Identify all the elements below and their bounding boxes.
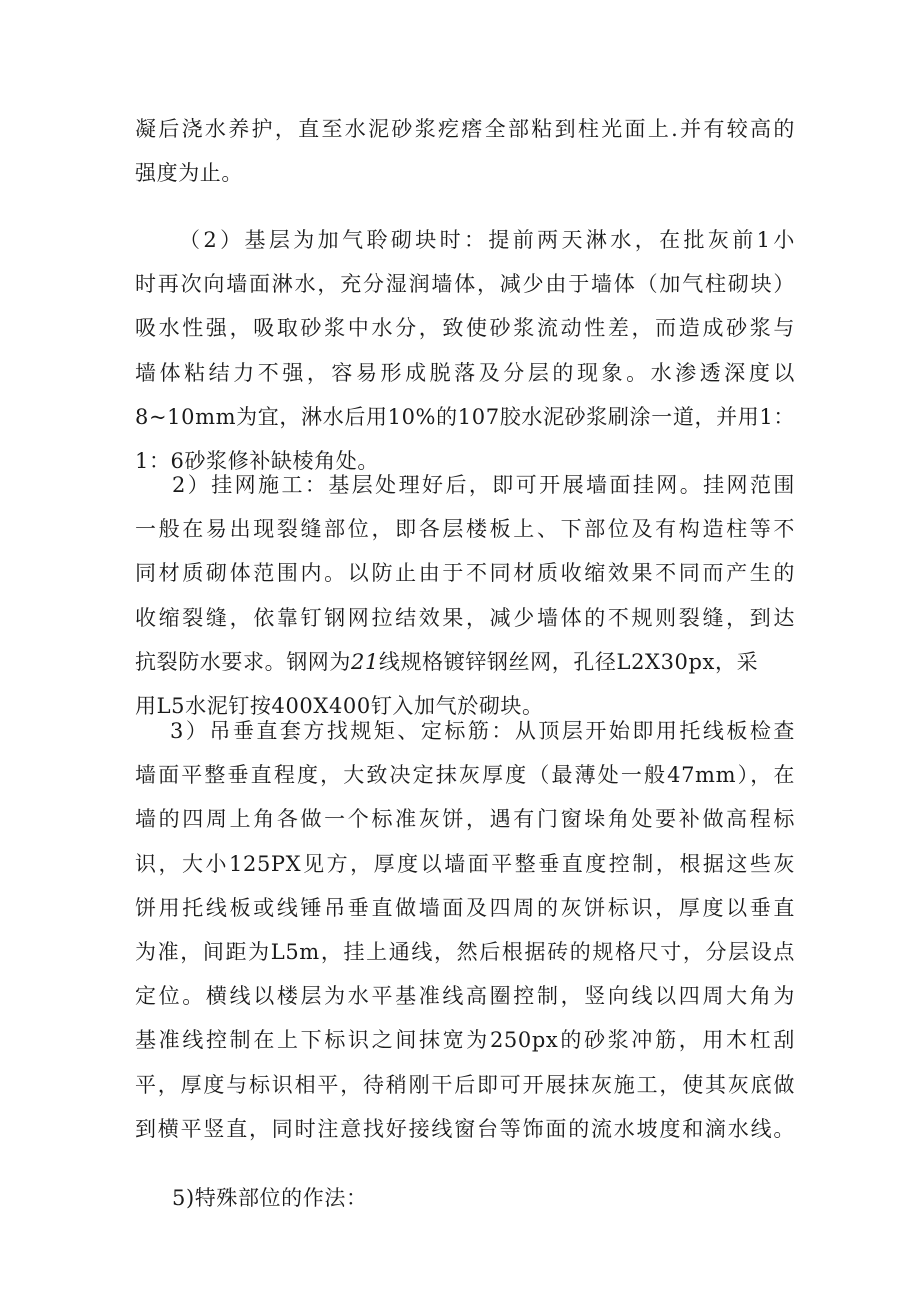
text-line: 一般在易出现裂缝部位，即各层楼板上、下部位及有构造柱等不 (135, 517, 795, 542)
paragraph-curing (135, 107, 795, 195)
text-line (135, 640, 795, 684)
text-line: 收缩裂缝，依靠钉钢网拉结效果，减少墙体的不规则裂缝，到达 (135, 605, 795, 630)
gauge-number: 21 (351, 649, 379, 674)
text-line: 凝后浇水养护，直至水泥砂浆疙瘩全部粘到柱光面上.并有较高的 (135, 117, 795, 141)
text-line: 墙面平整垂直程度，大致决定抹灰厚度（最薄处一般47mm），在 (135, 763, 795, 788)
text-line: 饼用托线板或线锤吊垂直做墙面及四周的灰饼标识，厚度以垂直 (135, 895, 795, 920)
text-line: 5)特殊部位的作法： (172, 1186, 368, 1210)
text-line: 用L5水泥钉按400X400钉入加气於砌块。 (135, 693, 544, 718)
text-line: 强度为止。 (135, 161, 243, 186)
text-line: 墙的四周上角各做一个标准灰饼，遇有门窗垛角处要补做高程标 (135, 807, 795, 832)
text-line: 为准，间距为L5m，挂上通线，然后根据砖的规格尺寸，分层设点 (135, 939, 795, 964)
paragraph-special-parts-heading (135, 1176, 795, 1220)
text-line: 吸水性强，吸取砂浆中水分，致使砂浆流动性差，而造成砂浆与 (135, 316, 795, 341)
text-line: 墙体粘结力不强，容易形成脱落及分层的现象。水渗透深度以 (135, 360, 795, 385)
paragraph-aerated-block-base (135, 218, 795, 483)
paragraph-mesh-installation (135, 463, 795, 728)
text-line: 8~10mm为宜，淋水后用10%的107胶水泥砂浆刷涂一道，并用1： (135, 404, 795, 429)
text-segment: 抗裂防水要求。钢网为 (135, 649, 351, 674)
text-line: 定位。横线以楼层为水平基准线高圈控制，竖向线以四周大角为 (135, 984, 795, 1009)
text-line: 3）吊垂直套方找规矩、定标筋：从顶层开始即用托线板检查 (170, 719, 795, 743)
text-segment: 线规格镀锌钢丝网，孔径L2X30px，采 (378, 649, 759, 674)
text-line: 同材质砌体范围内。以防止由于不同材质收缩效果不同而产生的 (135, 561, 795, 586)
paragraph-plumb-and-marking (135, 709, 795, 1151)
text-line: 到横平竖直，同时注意找好接线窗台等饰面的流水坡度和滴水线。 (135, 1116, 795, 1141)
text-line: 平，厚度与标识相平，待稍刚干后即可开展抹灰施工，使其灰底做 (135, 1072, 795, 1097)
text-line: 2）挂网施工：基层处理好后，即可开展墙面挂网。挂网范围 (172, 473, 795, 497)
text-line: 1：6砂浆修补缺棱角处。 (135, 448, 379, 473)
text-line: 基准线控制在上下标识之间抹宽为250px的砂浆冲筋，用木杠刮 (135, 1028, 795, 1053)
text-line: 识，大小125PX见方，厚度以墙面平整垂直度控制，根据这些灰 (135, 851, 795, 876)
text-line: 时再次向墙面淋水，充分湿润墙体，减少由于墙体（加气柱砌块） (135, 272, 795, 297)
text-line: （2）基层为加气聆砌块时：提前两天淋水，在批灰前1小 (179, 228, 795, 252)
